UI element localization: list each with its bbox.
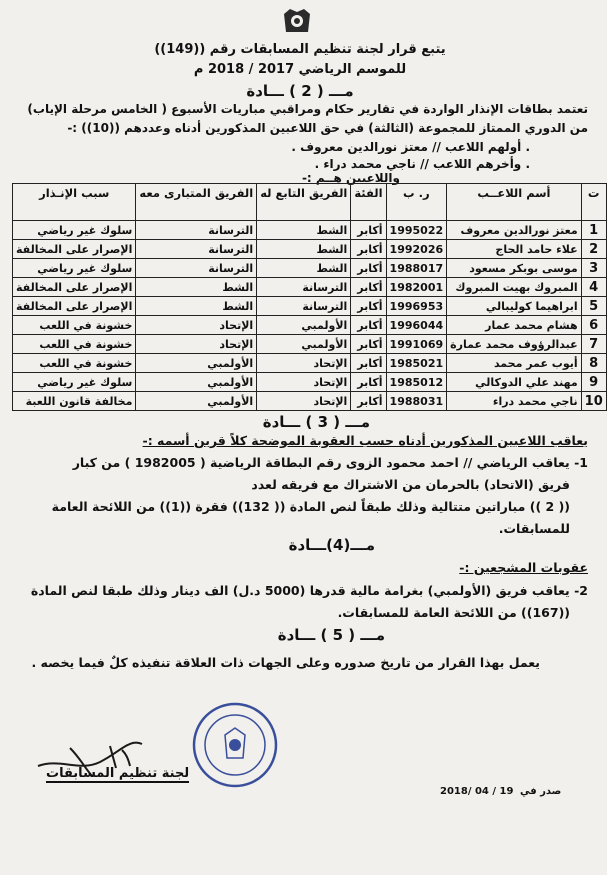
table-row: 9 مهند علي الدوكالي 1985012 أكابر الإتحاد الأولمبي سلوك غير رياضي [13, 373, 607, 392]
last-player-line: . وأخرهم اللاعب // ناجي محمد دراء . [314, 157, 530, 171]
col-opponent: الفريق المتبارى معه [136, 184, 257, 221]
players-label: واللاعبين هــم :- [301, 171, 400, 185]
col-category: الفئة [351, 184, 386, 221]
article-3-line-1: 1- يعاقب الرياضي // احمد محمود الزوى رقم البطاقة الرياضية ( 1982005 ) من كبار [72, 455, 588, 470]
col-number: ت [581, 184, 606, 221]
official-stamp-icon [190, 700, 280, 790]
table-row: 4 المبروك بهيت المبروك 1982001 أكابر الترسانة الشط الإصرار على المخالفة [13, 278, 607, 297]
article-3-heading: يعاقب اللاعبين المذكورين أدناه حسب العقوبة الموضحة كلاً قرين أسمه :- [142, 433, 588, 448]
table-row: 6 هشام محمد عمار 1996044 أكابر الأولمبي الإتحاد خشونة في اللعب [13, 316, 607, 335]
issued-label: صدر في [520, 786, 562, 797]
decision-title: يتبع قرار لجنة تنظيم المسابقات رقم ((149)) [154, 42, 446, 57]
col-player-name: أسم اللاعــب [447, 184, 582, 221]
article-4-title: مـــ(4)ـــادة [288, 536, 375, 554]
table-row: 3 موسى بوبكر مسعود 1988017 أكابر الشط الترسانة سلوك غير رياضي [13, 259, 607, 278]
table-row: 10 ناجي محمد دراء 1988031 أكابر الإتحاد الأولمبي مخالفة قانون اللعبة [13, 392, 607, 411]
cautions-table [12, 183, 607, 411]
table-row: 2 علاء حامد الحاج 1992026 أكابر الشط الترسانة الإصرار على المخالفة [13, 240, 607, 259]
article-4-heading: عقوبات المشجعين :- [459, 560, 588, 575]
table-row: 1 معتز نورالدين معروف 1995022 أكابر الشط الترسانة سلوك غير رياضي [13, 221, 607, 240]
article-4-line-2: ((167)) من اللائحة العامة للمسابقات. [337, 605, 570, 620]
federation-logo-icon [280, 6, 314, 36]
article-3-line-4: للمسابقات. [498, 521, 570, 536]
first-player-line: . أولهم اللاعب // معتز نورالدين معروف . [291, 140, 530, 154]
table-row: 8 أيوب عمر محمد 1985021 أكابر الإتحاد الأولمبي خشونة في اللعب [13, 354, 607, 373]
col-reason: سبب الإنـذار [13, 184, 136, 221]
intro-line-1: تعتمد بطاقات الإنذار الواردة في تقارير حكام ومراقبي مباريات الأسبوع ( الخامس مرحلة الإياب) [27, 102, 588, 116]
table-row: 7 عبدالرؤوف محمد عمارة 1991069 أكابر الأولمبي الإتحاد خشونة في اللعب [13, 335, 607, 354]
article-5-title: مـــ ( 5 ) ـــادة [277, 626, 385, 644]
season-line: للموسم الرياضي 2017 / 2018 م [193, 62, 407, 77]
table-row: 5 ابراهيما كوليبالي 1996953 أكابر الترسانة الشط الإصرار على المخالفة [13, 297, 607, 316]
article-3-title: مـــ ( 3 ) ـــادة [262, 413, 370, 431]
col-team: الفريق التابع له [257, 184, 351, 221]
article-2-title: مـــ ( 2 ) ـــادة [246, 82, 354, 100]
article-4-line-1: 2- يعاقب فريق (الأولمبي) بغرامة مالية قدرها (5000 د.ل) الف دينار وذلك طبقا لنص المادة [30, 583, 588, 598]
col-card-number: ر. ب [386, 184, 447, 221]
article-3-line-3: (( 2 )) مباراتين متتالية وذلك طبقاً لنص المادة (( 132)) فقرة ((1)) من اللائحة العامة [51, 499, 570, 514]
issued-date: 2018/ 04 / 19 [440, 786, 514, 797]
article-3-line-2: فريق (الاتحاد) بالحرمان من الاشتراك مع فريقه لعدد [251, 477, 570, 492]
article-5-line-1: يعمل بهذا القرار من تاريخ صدوره وعلى الجهات ذات العلاقة تنفيذه كلٌ فيما يخصه . [31, 655, 540, 670]
committee-signature-label: لجنة تنظيم المسابقات [46, 766, 190, 781]
table-header-row [13, 184, 607, 221]
intro-line-2: من الدوري الممتاز للمجموعة (الثالثة) في حق اللاعبين المذكورين أدناه وعددهم ((10)) :- [67, 121, 588, 135]
